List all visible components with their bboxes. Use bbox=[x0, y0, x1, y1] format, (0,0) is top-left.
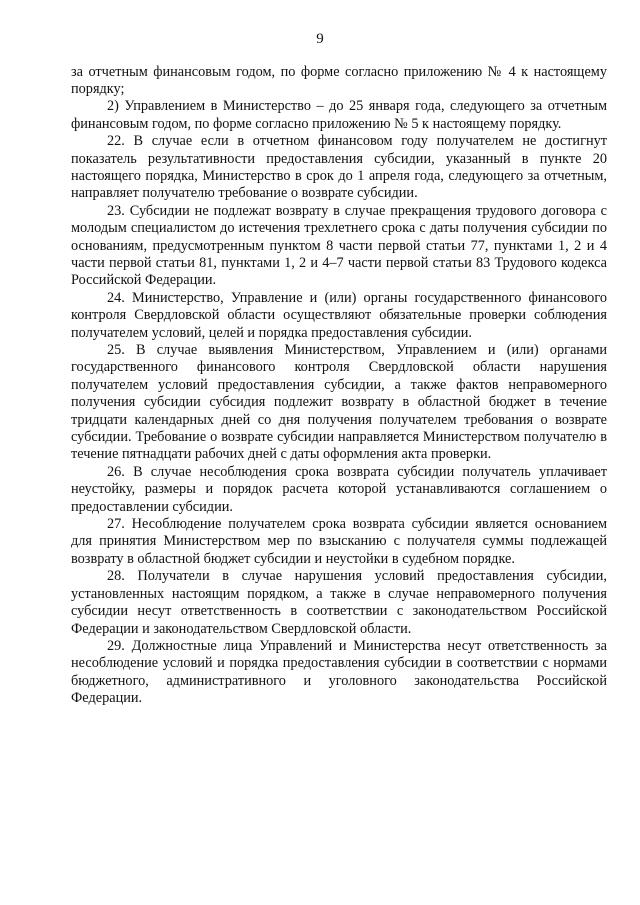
paragraph-item-2: 2) Управлением в Министерство – до 25 января года, следующего за отчетным финансовым годом, по форме согласно приложению № 5 к настоящему порядку. bbox=[71, 98, 607, 132]
paragraph-25: 25. В случае выявления Министерством, Управлением и (или) органами государственного финансового контроля Свердловской области нарушения получателем условий предоставления субсидии, а также фактов неправомерного получения субсидии субсидия подлежит возврату в областной бюджет в течение тридцати календарных дней со дня получения получателем требования о возврате субсидии. Требование о возврате субсидии направляется Министерством получателю в течение пятнадцати рабочих дней с даты оформления акта проверки. bbox=[71, 342, 607, 463]
paragraph-28: 28. Получатели в случае нарушения условий предоставления субсидии, установленных настоящим порядком, а также в случае неправомерного получения субсидии несут ответственность в соответствии с законодательством Российской Федерации и законодательством Свердловской области. bbox=[71, 568, 607, 637]
document-body bbox=[71, 64, 607, 708]
paragraph-22: 22. В случае если в отчетном финансовом году получателем не достигнут показатель результативности предоставления субсидии, указанный в пункте 20 настоящего порядка, Министерство в срок до 1 апреля года, следующего за отчетным, направляет получателю требование о возврате субсидии. bbox=[71, 133, 607, 202]
paragraph-23: 23. Субсидии не подлежат возврату в случае прекращения трудового договора с молодым специалистом до истечения трехлетнего срока с даты получения субсидии по основаниям, предусмотренным пунктом 8 части первой статьи 77, пунктами 1, 2 и 4 части первой статьи 81, пунктами 1, 2 и 4–7 части первой статьи 83 Трудового кодекса Российской Федерации. bbox=[71, 202, 607, 289]
paragraph-27: 27. Несоблюдение получателем срока возврата субсидии является основанием для принятия Министерством мер по взысканию с получателя суммы подлежащей возврату в областной бюджет субсидии и неустойки в судебном порядке. bbox=[71, 516, 607, 567]
paragraph-continuation: за отчетным финансовым годом, по форме согласно приложению № 4 к настоящему порядку; bbox=[71, 63, 607, 97]
page-number: 9 bbox=[316, 31, 324, 47]
paragraph-29: 29. Должностные лица Управлений и Министерства несут ответственность за несоблюдение условий и порядка предоставления субсидии в соответствии с нормами бюджетного, административного и уголовного законодательства Российской Федерации. bbox=[71, 637, 607, 707]
paragraph-24: 24. Министерство, Управление и (или) органы государственного финансового контроля Свердловской области осуществляют обязательные проверки соблюдения получателем условий, целей и порядка предоставления субсидии. bbox=[71, 289, 607, 341]
paragraph-26: 26. В случае несоблюдения срока возврата субсидии получатель уплачивает неустойку, размеры и порядок расчета которой устанавливаются соглашением о предоставлении субсидии. bbox=[71, 463, 607, 515]
